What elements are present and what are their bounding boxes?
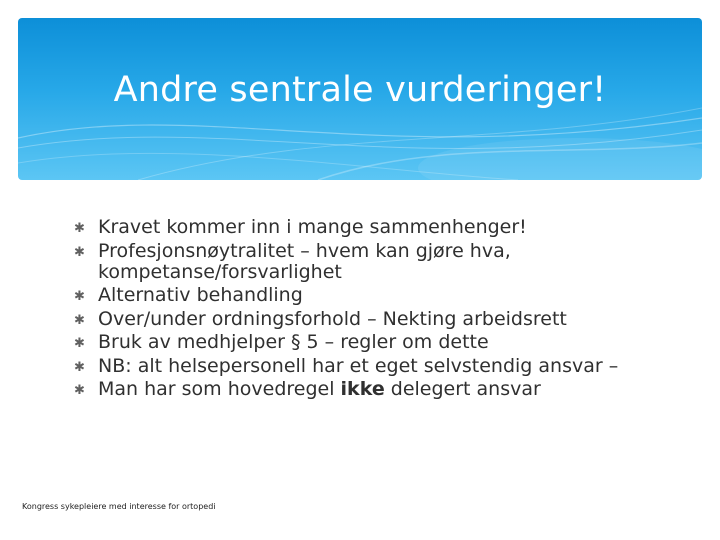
asterisk-bullet-icon: ✱ xyxy=(74,312,85,328)
bullet-text-pre: Man har som hovedregel xyxy=(98,378,341,400)
bullet-text-emphasis: ikke xyxy=(340,378,385,400)
list-item xyxy=(74,379,674,400)
list-item xyxy=(74,332,674,353)
asterisk-bullet-icon: ✱ xyxy=(74,359,85,375)
asterisk-bullet-icon: ✱ xyxy=(74,289,85,304)
list-item xyxy=(74,309,674,330)
bullet-text-post: delegert ansvar xyxy=(384,378,541,400)
bullet-text: Profesjonsnøytralitet – hvem kan gjøre hva, kompetanse/forsvarlighet xyxy=(98,239,511,283)
title-banner xyxy=(18,18,702,180)
bullet-list xyxy=(74,217,674,403)
footer-text: Kongress sykepleiere med interesse for ortopedi xyxy=(22,502,216,511)
slide-title: Andre sentrale vurderinger! xyxy=(113,70,607,110)
list-item xyxy=(74,217,674,238)
bullet-text: NB: alt helsepersonell har et eget selvstendig ansvar – xyxy=(98,354,619,377)
asterisk-bullet-icon: ✱ xyxy=(74,383,85,398)
asterisk-bullet-icon: ✱ xyxy=(74,221,85,236)
asterisk-bullet-icon: ✱ xyxy=(74,336,85,351)
bullet-text: Kravet kommer inn i mange sammenhenger! xyxy=(98,216,527,238)
bullet-text: Over/under ordningsforhold – Nekting arbeidsrett xyxy=(98,307,567,330)
bullet-text: Bruk av medhjelper § 5 – regler om dette xyxy=(98,331,489,353)
list-item xyxy=(74,356,674,377)
asterisk-bullet-icon: ✱ xyxy=(74,244,85,260)
list-item xyxy=(74,285,674,306)
list-item xyxy=(74,241,674,283)
bullet-text: Alternativ behandling xyxy=(98,284,303,306)
